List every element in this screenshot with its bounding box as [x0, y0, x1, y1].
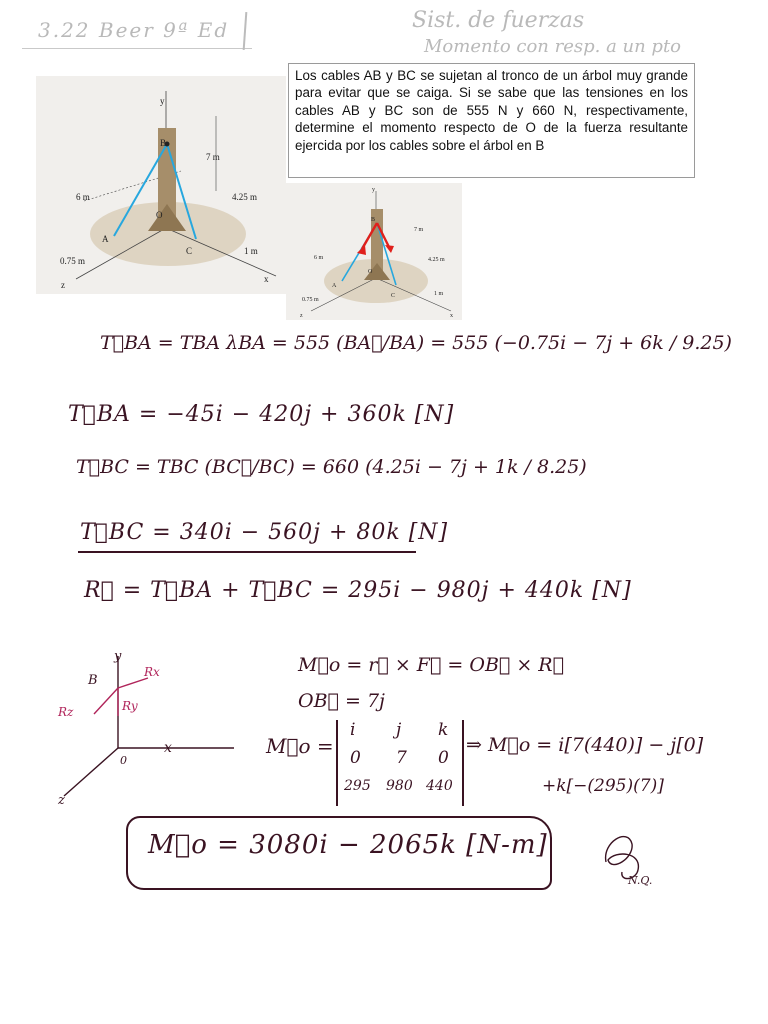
sketch-ry: Ry	[122, 699, 138, 713]
fig-large-a: A	[102, 234, 109, 244]
figure-large-drawing	[36, 76, 286, 294]
solution-line-1: T⃗BA = TBA λBA = 555 (BA⃗/BA) = 555 (−0.75i − 7j + 6k / 9.25)	[100, 332, 732, 354]
fig-small-b: B	[371, 217, 376, 223]
determinant-matrix	[336, 720, 464, 806]
sketch-x: x	[164, 740, 172, 756]
sketch-o: 0	[120, 754, 127, 767]
figure-small-drawing	[286, 183, 462, 320]
sketch-z: z	[58, 793, 65, 808]
solution-line-4: T⃗BC = 340i − 560j + 80k [N]	[80, 520, 449, 545]
determinant-label: M⃗o =	[266, 734, 334, 758]
fig-small-x: x	[450, 313, 453, 319]
header-right-note-2: Momento con resp. a un pto	[424, 36, 682, 57]
fig-small-y: y	[372, 187, 375, 193]
det-r2c1: 0	[350, 748, 361, 768]
header-left-note: 3.22 Beer 9ª Ed	[38, 18, 230, 42]
fig-large-b: B	[160, 138, 167, 148]
expansion-line-1: ⇒ M⃗o = i[7(440)] − j[0]	[466, 734, 704, 756]
axis-sketch	[54, 648, 254, 808]
fig-small-6m: 6 m	[314, 255, 324, 261]
det-r3c3: 440	[426, 778, 453, 794]
fig-large-z: z	[61, 280, 65, 290]
det-r1c2: j	[396, 720, 402, 740]
solution-line-3: T⃗BC = TBC (BC⃗/BC) = 660 (4.25i − 7j + 1k / 8.25)	[76, 456, 587, 478]
moment-definition: M⃗o = r⃗ × F⃗ = OB⃗ × R⃗	[298, 654, 565, 676]
signature-initials: N.Q.	[628, 874, 653, 887]
expansion-line-2: +k[−(295)(7)]	[542, 776, 664, 796]
fig-small-z: z	[300, 313, 303, 319]
sketch-rx: Rx	[144, 665, 160, 679]
sketch-b: B	[88, 673, 98, 688]
det-r2c2: 7	[396, 748, 407, 768]
fig-small-1m: 1 m	[434, 291, 444, 297]
det-r1c3: k	[438, 720, 449, 740]
problem-statement: Los cables AB y BC se sujetan al tronco de un árbol muy grande para evitar que se caiga. Si se sabe que las tensiones en los cables AB y BC son de 555 N y 660 N, respectivamente, determine el momento respecto de O de la fuerza resultante ejercida por los cables sobre el árbol en B	[288, 63, 695, 178]
fig-small-a: A	[332, 283, 337, 289]
fig-small-o: O	[368, 269, 373, 275]
det-r3c2: 980	[386, 778, 413, 794]
det-r2c3: 0	[438, 748, 449, 768]
figure-large	[36, 76, 286, 294]
fig-small-075: 0.75 m	[302, 297, 319, 303]
header-bar-mark	[243, 12, 248, 50]
fig-large-o: O	[156, 210, 163, 220]
header-right-note-1: Sist. de fuerzas	[412, 8, 585, 33]
fig-large-x: x	[264, 274, 269, 284]
solution-line-5: R⃗ = T⃗BA + T⃗BC = 295i − 980j + 440k [N]	[84, 578, 632, 603]
fig-large-c: C	[186, 246, 193, 256]
solution-line-4-underline	[78, 551, 416, 553]
fig-large-6m: 6 m	[76, 192, 90, 202]
det-r1c1: i	[350, 720, 356, 740]
fig-large-075: 0.75 m	[60, 256, 86, 266]
fig-large-y: y	[160, 96, 165, 106]
signature	[598, 822, 668, 892]
fig-small-c: C	[391, 293, 396, 299]
ob-vector: OB⃗ = 7j	[298, 690, 385, 712]
fig-large-425: 4.25 m	[232, 192, 258, 202]
sketch-rz: Rz	[58, 705, 74, 719]
header-underline-mark	[22, 48, 252, 49]
figure-small	[286, 183, 462, 320]
det-r3c1: 295	[344, 778, 371, 794]
fig-large-7m: 7 m	[206, 152, 220, 162]
final-answer: M⃗o = 3080i − 2065k [N-m]	[148, 830, 548, 860]
fig-small-7m: 7 m	[414, 227, 424, 233]
fig-large-1m: 1 m	[244, 246, 258, 256]
fig-small-425: 4.25 m	[428, 257, 445, 263]
solution-line-2: T⃗BA = −45i − 420j + 360k [N]	[68, 402, 455, 427]
sketch-y: y	[114, 649, 122, 664]
